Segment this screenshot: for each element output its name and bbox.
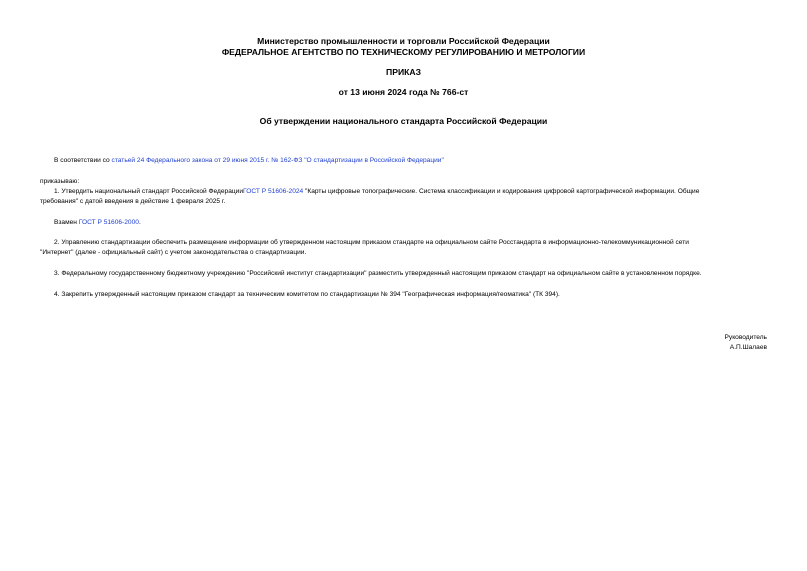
replace-paragraph (54, 218, 141, 228)
date-number-heading: от 13 июня 2024 года № 766-ст (338, 87, 469, 97)
item-2-line-2: "Интернет" (далее - официальный сайт) с учетом законодательства о стандартизации. (40, 249, 307, 256)
signatory-role: Руководитель (724, 334, 767, 341)
basis-paragraph (54, 156, 444, 166)
ministry-heading: Министерство промышленности и торговли Российской Федерации (257, 36, 550, 46)
replace-suffix: . (138, 219, 141, 226)
basis-prefix: В соответствии со (54, 157, 112, 164)
item-1-prefix: 1. Утвердить национальный стандарт Российской Федерации (54, 188, 244, 195)
item-1-line-2: требования" с датой введения в действие 1 февраля 2025 г. (40, 198, 226, 205)
gost-2024-link[interactable]: ГОСТ Р 51606-2024 (243, 188, 304, 195)
item-4: 4. Закрепить утвержденный настоящим приказом стандарт за техническим комитетом по стандартизации № 394 "Географическая информация/геоматика" (ТК 394). (54, 291, 560, 298)
document-title: Об утверждении национального стандарта Российской Федерации (259, 116, 548, 126)
signatory-name: А.П.Шалаев (729, 344, 767, 351)
item-1-line-1 (54, 187, 699, 197)
item-2-line-1: 2. Управлению стандартизации обеспечить размещение информации об утвержденном настоящим приказом стандарте на официальном сайте Росстандарта в информационно-телекоммуникационной сети (54, 239, 689, 246)
doc-type-heading: ПРИКАЗ (386, 67, 421, 77)
item-1-rest: "Карты цифровые топографические. Система классификации и кодирования цифровой картографической информации. Общие (303, 188, 700, 195)
gost-2000-link[interactable]: ГОСТ Р 51606-2000 (78, 219, 139, 226)
replace-prefix: Взамен (54, 219, 79, 226)
order-word: приказываю: (40, 178, 80, 185)
item-3: 3. Федеральному государственному бюджетному учреждению "Российский институт стандартизации" разместить утвержденный настоящим приказом стандарт на официальном сайте в установленном порядке. (54, 270, 702, 277)
federal-law-link[interactable]: статьей 24 Федерального закона от 29 июня 2015 г. № 162-ФЗ "О стандартизации в Российской Федерации" (111, 157, 444, 164)
agency-heading: ФЕДЕРАЛЬНОЕ АГЕНТСТВО ПО ТЕХНИЧЕСКОМУ РЕГУЛИРОВАНИЮ И МЕТРОЛОГИИ (221, 47, 586, 57)
